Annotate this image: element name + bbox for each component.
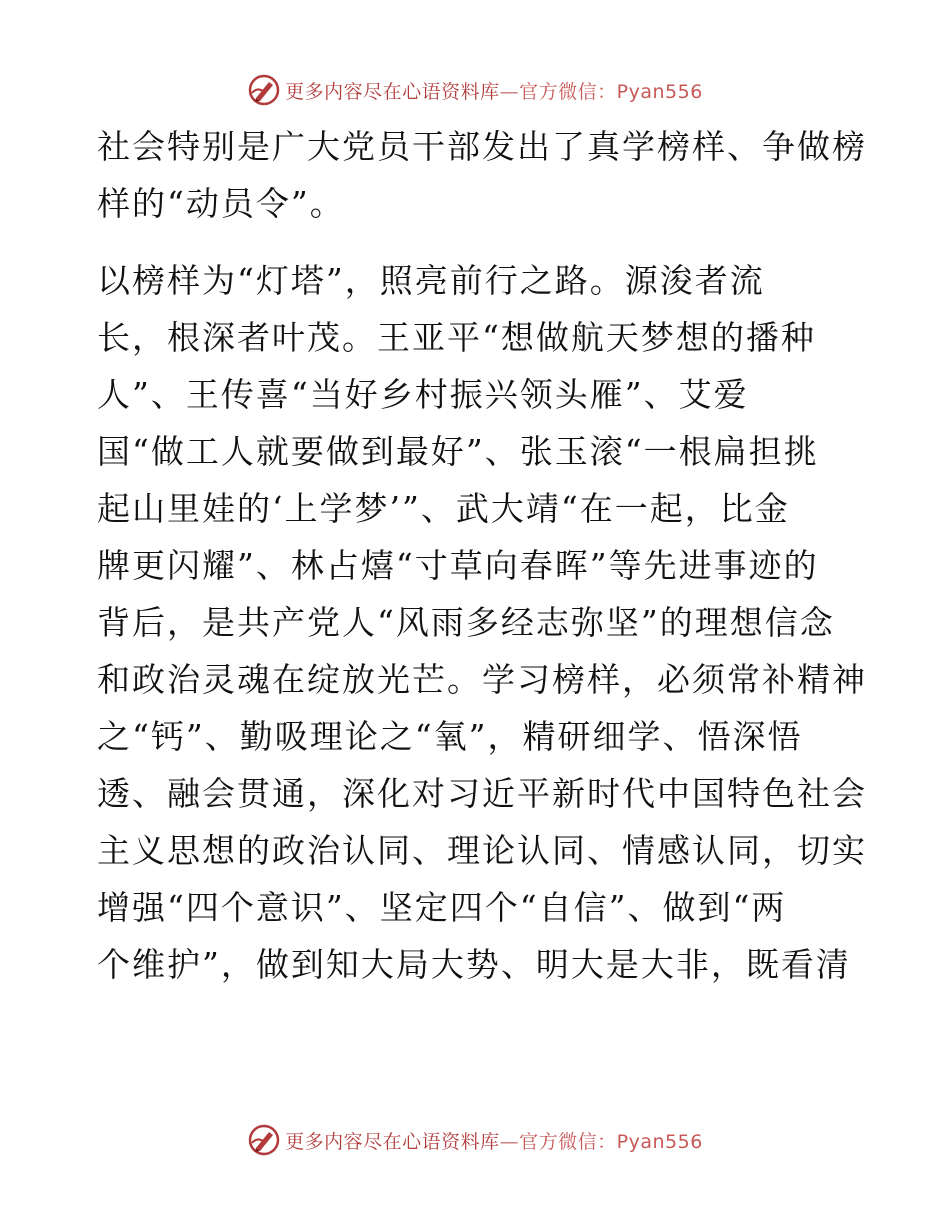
header-banner-text xyxy=(285,77,703,104)
text-line: 以榜样为“灯塔”，照亮前行之路。源浚者流 xyxy=(97,261,765,300)
footer-banner-main: 更多内容尽在心语资料库 xyxy=(285,1130,500,1153)
paragraph-2 xyxy=(97,252,867,993)
footer-banner-text xyxy=(285,1127,703,1154)
document-body xyxy=(97,118,867,993)
text-line: 起山里娃的‘上学梦’”、武大靖“在一起，比金 xyxy=(97,489,790,528)
footer-banner-dash: — xyxy=(499,1130,520,1153)
text-line: 国“做工人就要做到最好”、张玉滚“一根扁担挑 xyxy=(97,432,819,471)
footer-banner-contact: 官方微信：Pyan556 xyxy=(519,1130,703,1153)
header-banner-main: 更多内容尽在心语资料库 xyxy=(285,80,500,103)
footer-banner xyxy=(0,1120,950,1160)
header-banner-contact: 官方微信：Pyan556 xyxy=(519,80,703,103)
pen-logo-icon xyxy=(247,73,281,107)
text-line: 牌更闪耀”、林占熺“寸草向春晖”等先进事迹的 xyxy=(97,546,819,585)
text-line: 增强“四个意识”、坚定四个“自信”、做到“两 xyxy=(97,888,787,927)
text-line: 人”、王传喜“当好乡村振兴领头雁”、艾爱 xyxy=(97,375,749,414)
paragraph-1 xyxy=(97,118,867,232)
text-line: 和政治灵魂在绽放光芒。学习榜样，必须常补精神 xyxy=(97,660,867,699)
text-line: 透、融会贯通，深化对习近平新时代中国特色社会 xyxy=(97,774,867,813)
text-line: 背后，是共产党人“风雨多经志弥坚”的理想信念 xyxy=(97,603,835,642)
text-line: 个维护”，做到知大局大势、明大是大非，既看清 xyxy=(97,945,851,984)
text-line: 之“钙”、勤吸理论之“氧”，精研细学、悟深悟 xyxy=(97,717,803,756)
pen-logo-icon xyxy=(247,1123,281,1157)
header-banner xyxy=(0,70,950,110)
text-line: 主义思想的政治认同、理论认同、情感认同，切实 xyxy=(97,831,867,870)
text-line: 社会特别是广大党员干部发出了真学榜样、争做榜 xyxy=(97,127,867,166)
text-line: 样的“动员令”。 xyxy=(97,184,345,223)
header-banner-dash: — xyxy=(499,80,520,103)
text-line: 长，根深者叶茂。王亚平“想做航天梦想的播种 xyxy=(97,318,816,357)
